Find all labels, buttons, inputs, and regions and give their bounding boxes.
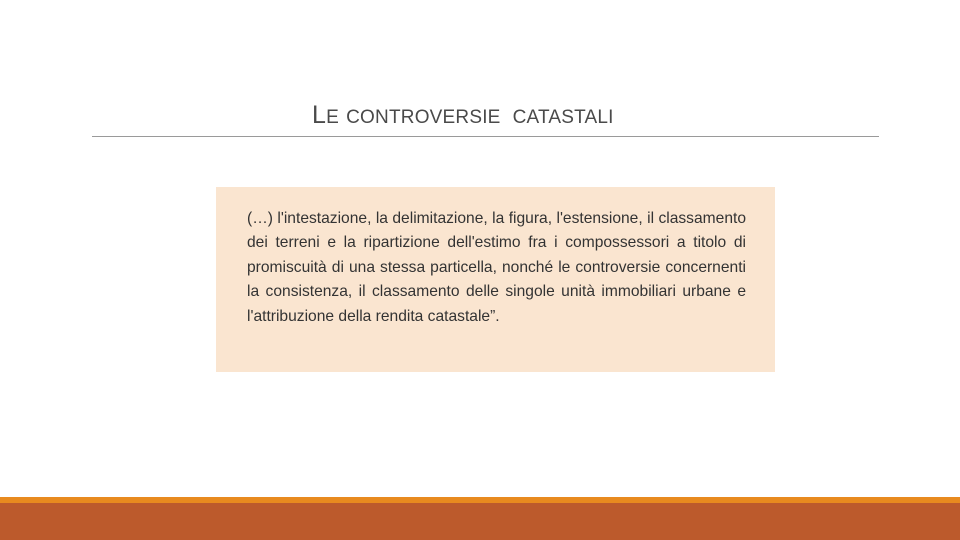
quote-box: [216, 187, 775, 372]
title-word-1-rest: E: [326, 107, 339, 128]
title-word-2: CONTROVERSIE: [346, 107, 501, 128]
quote-text: (…) l'intestazione, la delimitazione, la figura, l'estensione, il classamento dei terreni e la ripartizione dell'estimo fra i compossessori a titolo di promiscuità di una stessa particella, nonché le controversie concernenti la consistenza, il classamento delle singole unità immobiliari urbane e l'attribuzione della rendita catastale”.: [247, 210, 746, 325]
title-word-3: CATASTALI: [512, 107, 614, 128]
title-divider: [92, 136, 879, 137]
title-initial: L: [312, 101, 327, 129]
footer-bar: [0, 503, 960, 540]
slide-title: [312, 100, 614, 133]
